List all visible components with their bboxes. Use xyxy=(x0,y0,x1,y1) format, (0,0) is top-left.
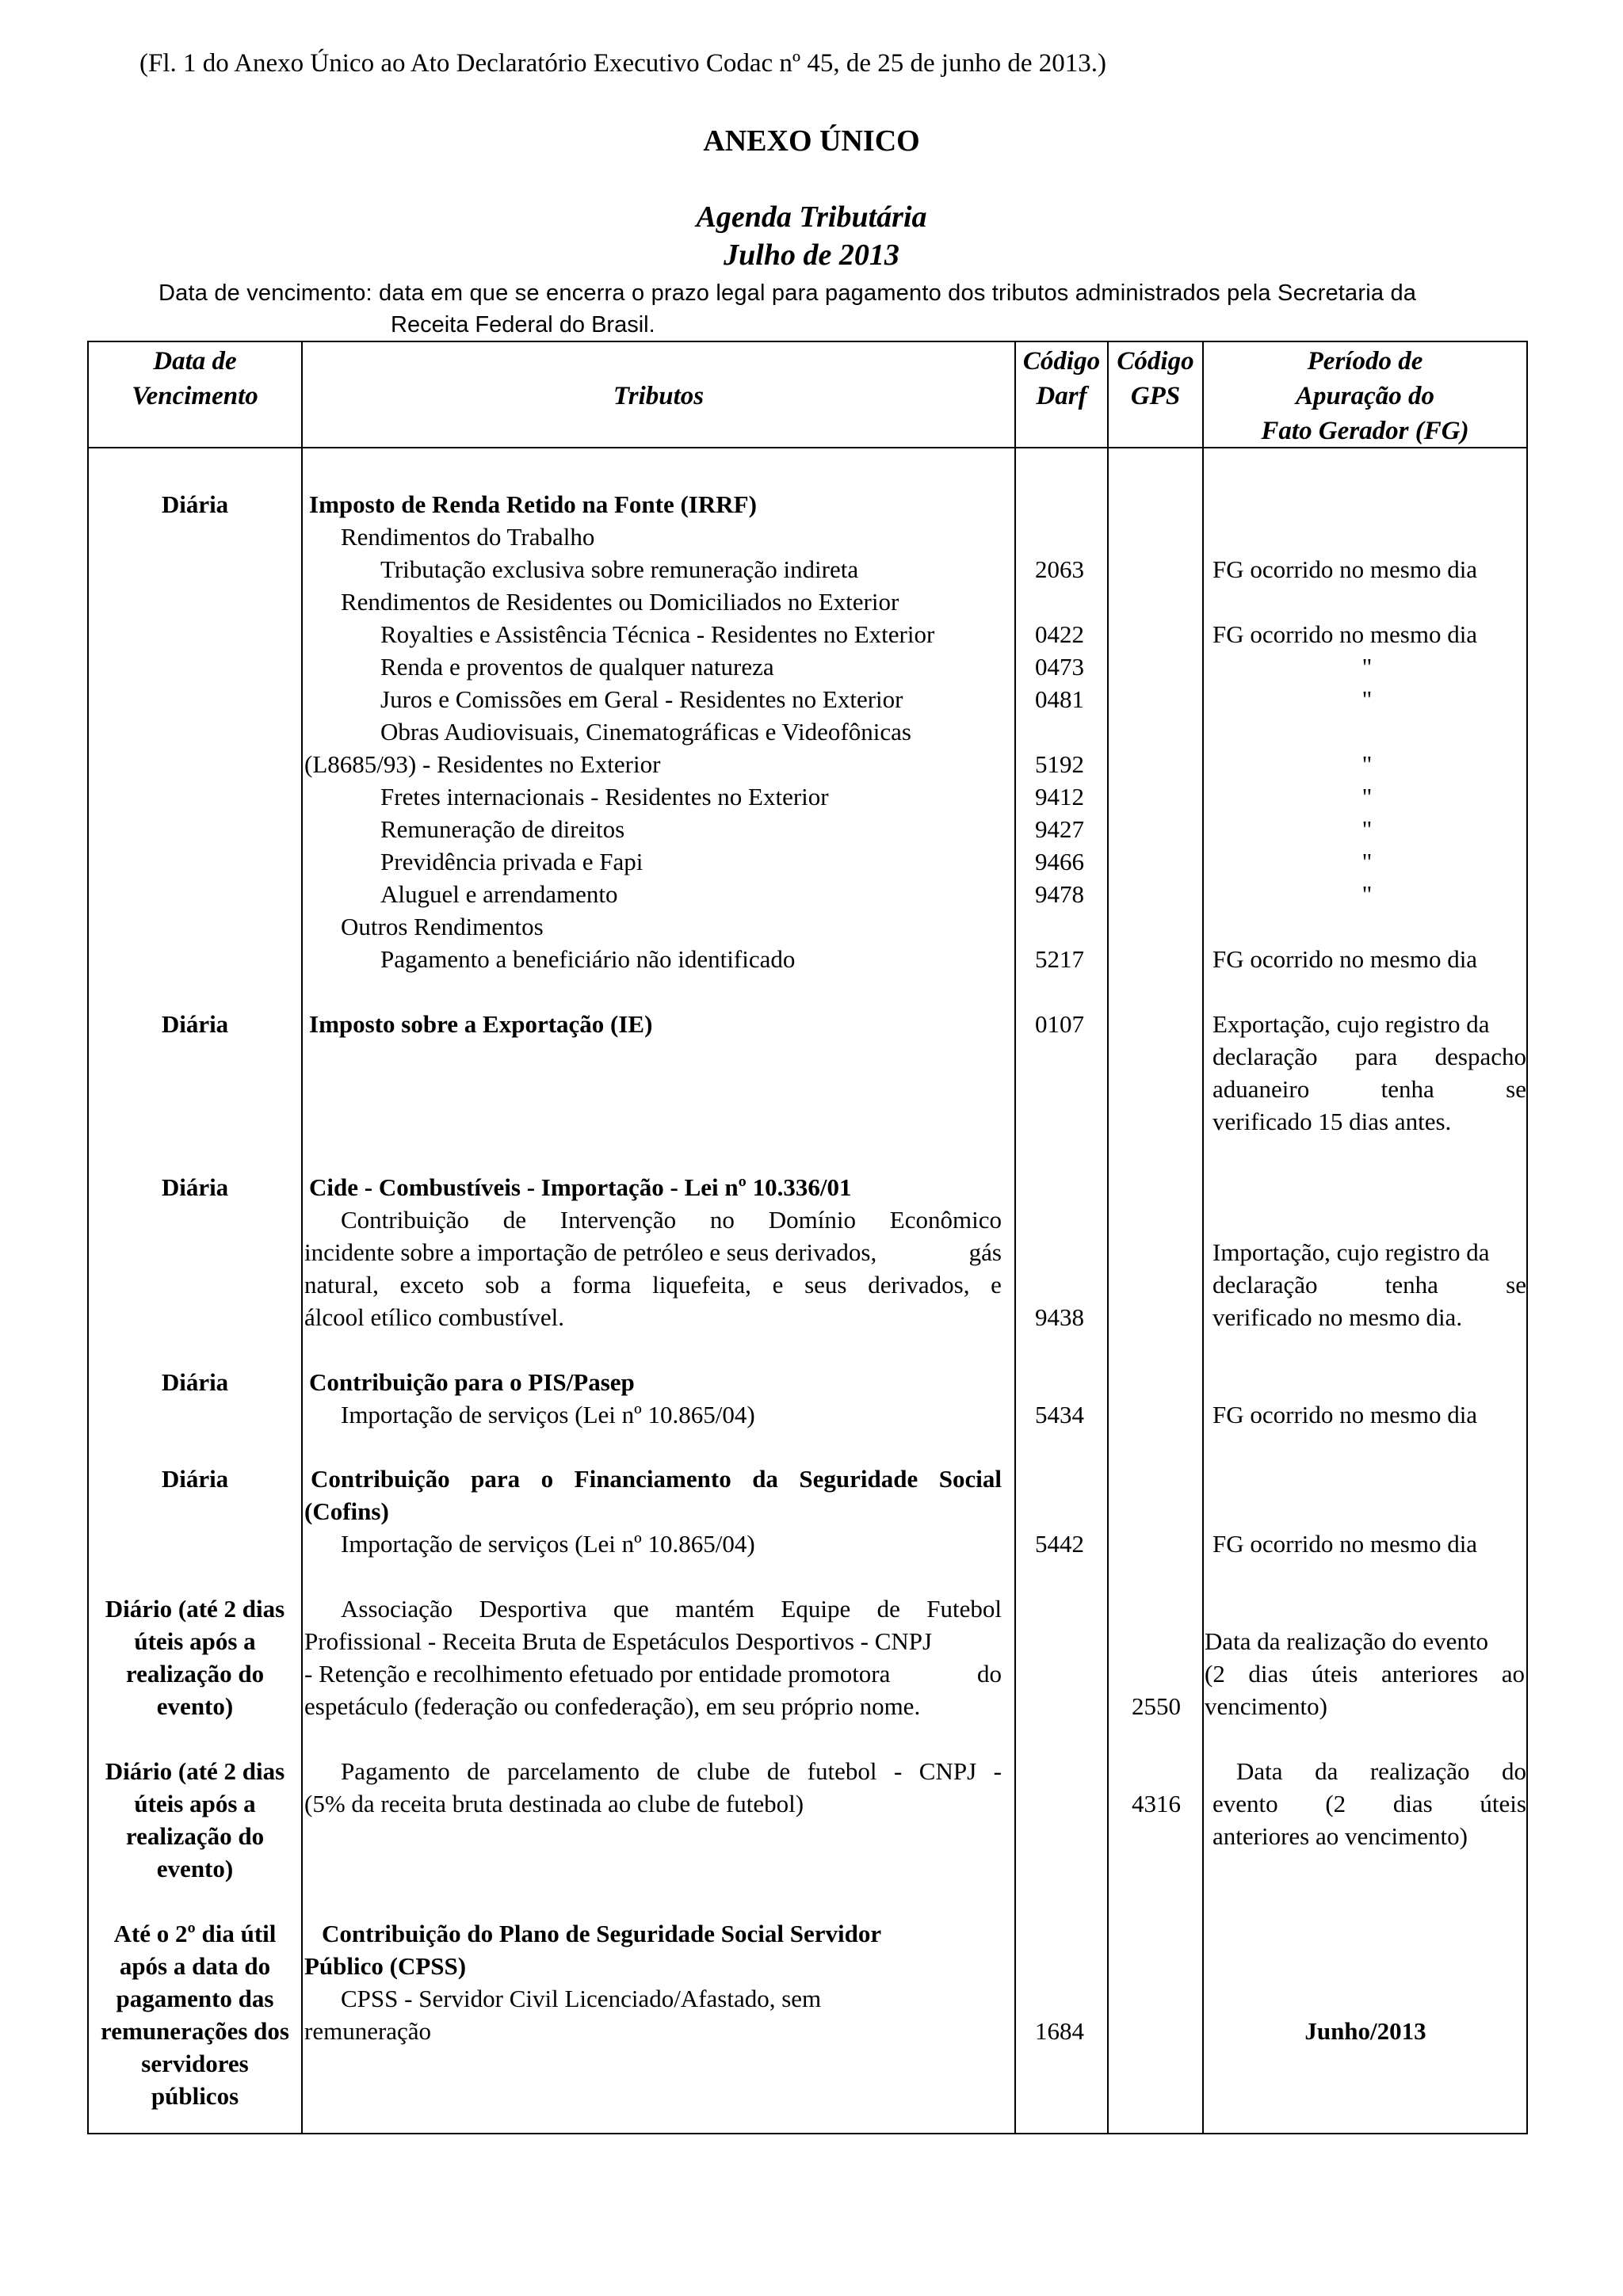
irrf-row: Pagamento a beneficiário não identificado xyxy=(380,945,796,973)
due-date-irrf: Diária xyxy=(161,490,229,518)
agenda-title: Agenda Tributária xyxy=(696,200,927,234)
irrf-group-trabalho: Rendimentos do Trabalho xyxy=(341,523,595,551)
ie-title: Imposto sobre a Exportação (IE) xyxy=(309,1010,653,1038)
pis-section: Contribuição para o PIS/Pasep Importação de serviços (Lei nº 10.865/04) xyxy=(309,1366,1006,1431)
darf-code-pis: 5434 xyxy=(1035,1401,1084,1428)
column-divider xyxy=(1107,341,1109,2134)
due-date-cofins: Diária xyxy=(161,1465,229,1493)
irrf-row-audiovisual: Obras Audiovisuais, Cinematográficas e Videofônicas xyxy=(380,718,911,746)
month-title: Julho de 2013 xyxy=(724,238,899,272)
irrf-section xyxy=(304,488,1006,975)
gps-code-futebol: 2550 xyxy=(1132,1692,1181,1720)
irrf-group-outros: Outros Rendimentos xyxy=(341,913,544,940)
darf-code-cide: 9438 xyxy=(1035,1303,1084,1331)
irrf-row: Renda e proventos de qualquer natureza xyxy=(380,653,774,681)
description-line-1: Data de vencimento: data em que se encerra o prazo legal para pagamento dos tributos administrados pela Secretaria da xyxy=(158,280,1417,306)
irrf-row: Juros e Comissões em Geral - Residentes no Exterior xyxy=(380,685,903,713)
darf-codes-irrf: 2063 0422 0473 0481 5192 9412 9427 9466 9478 5217 xyxy=(1035,555,1084,973)
futebol-section: Associação Desportiva que mantém Equipe de Futebol Profissional - Receita Bruta de Espetáculos Desportivos - CNPJ - Retenção e recolhimento efetuado por entidade promotora do espetáculo (federação ou confederação), em seu próprio nome. xyxy=(304,1595,1002,1720)
due-date-cpss: Até o 2º dia útil após a data do pagamento das remunerações dos servidores públicos xyxy=(101,1920,289,2110)
document-title: ANEXO ÚNICO xyxy=(703,124,920,158)
due-date-pis: Diária xyxy=(161,1368,229,1396)
parcelamento-section: Pagamento de parcelamento de clube de futebol - CNPJ - (5% da receita bruta destinada ao clube de futebol) xyxy=(304,1757,1002,1817)
column-header-vencimento: Data de Vencimento xyxy=(132,347,258,410)
cide-title: Cide - Combustíveis - Importação - Lei nº 10.336/01 xyxy=(309,1173,852,1201)
fg-period-parcelamento: Data da realização do evento (2 dias úteis anteriores ao vencimento) xyxy=(1212,1757,1526,1850)
column-header-periodo: Período de Apuração do Fato Gerador (FG) xyxy=(1261,347,1469,445)
darf-code-cofins: 5442 xyxy=(1035,1530,1084,1558)
column-divider xyxy=(301,341,303,2134)
due-date-futebol: Diário (até 2 dias úteis após a realização do evento) xyxy=(105,1595,285,1720)
irrf-row: Previdência privada e Fapi xyxy=(380,848,643,875)
column-header-gps: Código GPS xyxy=(1117,347,1194,410)
description-line-2: Receita Federal do Brasil. xyxy=(391,312,655,338)
fg-period-irrf: FG ocorrido no mesmo dia FG ocorrido no mesmo dia " " " " " " " FG ocorrido no mesmo dia xyxy=(1212,555,1478,973)
irrf-group-exterior: Rendimentos de Residentes ou Domiciliados no Exterior xyxy=(341,588,899,616)
folio-header: (Fl. 1 do Anexo Único ao Ato Declaratório Executivo Codac nº 45, de 25 de junho de 2013.) xyxy=(139,49,1106,78)
pis-title: Contribuição para o PIS/Pasep xyxy=(309,1368,635,1396)
fg-period-cpss: Junho/2013 xyxy=(1304,2017,1426,2045)
column-divider xyxy=(1202,341,1204,2134)
column-header-darf: Código Darf xyxy=(1022,347,1101,410)
darf-code-ie: 0107 xyxy=(1035,1010,1084,1038)
irrf-row: Tributação exclusiva sobre remuneração indireta xyxy=(380,555,859,583)
irrf-row: Royalties e Assistência Técnica - Residentes no Exterior xyxy=(380,620,935,648)
due-date-parcelamento: Diário (até 2 dias úteis após a realização do evento) xyxy=(105,1757,285,1882)
fg-period-pis: FG ocorrido no mesmo dia xyxy=(1212,1401,1478,1428)
fg-period-ie: Exportação, cujo registro da declaração para despacho aduaneiro tenha se verificado 15 dias antes. xyxy=(1212,1010,1526,1135)
fg-period-cide: Importação, cujo registro da declaração tenha se verificado no mesmo dia. xyxy=(1212,1238,1526,1331)
column-header-tributos: Tributos xyxy=(613,382,705,410)
irrf-row: Fretes internacionais - Residentes no Exterior xyxy=(380,783,829,810)
due-date-cide: Diária xyxy=(161,1173,229,1201)
irrf-row: Remuneração de direitos xyxy=(380,815,625,843)
fg-period-futebol: Data da realização do evento (2 dias úteis anteriores ao vencimento) xyxy=(1205,1627,1525,1720)
fg-period-cofins: FG ocorrido no mesmo dia xyxy=(1212,1530,1478,1558)
darf-code-cpss: 1684 xyxy=(1035,2017,1084,2045)
cide-section: Cide - Combustíveis - Importação - Lei nº 10.336/01 Contribuição de Intervenção no Domínio Econômico incidente sobre a importação de petróleo e seus derivados, gás natural, exceto sob a forma liquefeita, e seus derivados, e álcool etílico combustível. xyxy=(304,1171,1002,1333)
gps-code-parcelamento: 4316 xyxy=(1132,1790,1181,1817)
irrf-row: (L8685/93) - Residentes no Exterior xyxy=(304,750,661,778)
irrf-title: Imposto de Renda Retido na Fonte (IRRF) xyxy=(309,490,757,518)
due-date-ie: Diária xyxy=(161,1010,229,1038)
cpss-section: Contribuição do Plano de Seguridade Social Servidor Público (CPSS) CPSS - Servidor Civil Licenciado/Afastado, sem remuneração xyxy=(304,1920,882,2045)
irrf-row: Aluguel e arrendamento xyxy=(380,880,618,908)
cofins-section: Contribuição para o Financiamento da Seguridade Social (Cofins) Importação de serviços (Lei nº 10.865/04) xyxy=(304,1465,1002,1558)
